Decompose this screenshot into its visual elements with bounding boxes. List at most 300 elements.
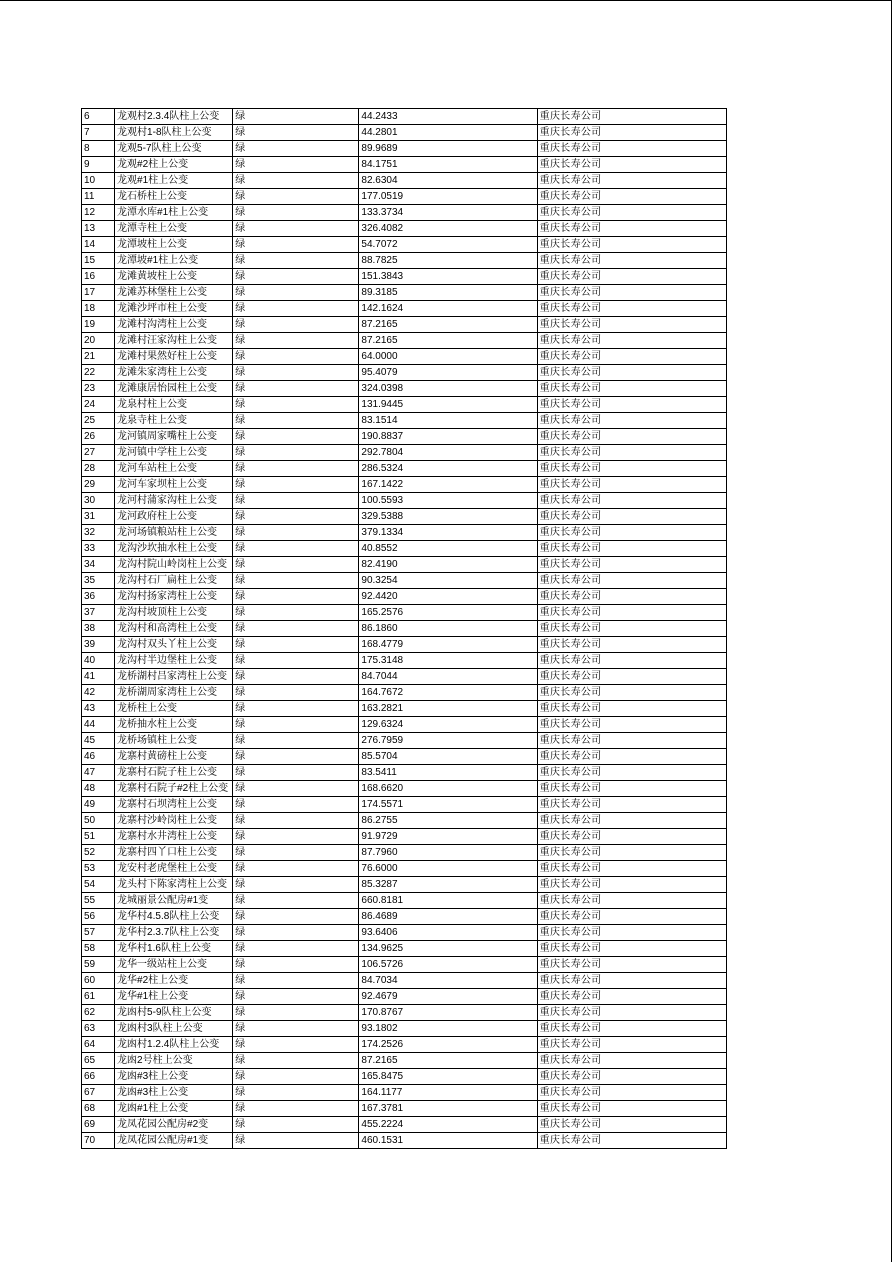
cell-company: 重庆长寿公司	[537, 621, 726, 637]
cell-row-number: 55	[82, 893, 115, 909]
cell-row-number: 42	[82, 685, 115, 701]
cell-company: 重庆长寿公司	[537, 157, 726, 173]
table-row	[82, 573, 727, 589]
cell-value: 660.8181	[359, 893, 537, 909]
cell-company: 重庆长寿公司	[537, 749, 726, 765]
cell-status-color: 绿	[233, 1037, 359, 1053]
cell-status-color: 绿	[233, 109, 359, 125]
table-row	[82, 1069, 727, 1085]
cell-company: 重庆长寿公司	[537, 1021, 726, 1037]
cell-status-color: 绿	[233, 861, 359, 877]
cell-company: 重庆长寿公司	[537, 877, 726, 893]
cell-row-number: 11	[82, 189, 115, 205]
table-row	[82, 653, 727, 669]
cell-value: 165.8475	[359, 1069, 537, 1085]
cell-value: 460.1531	[359, 1133, 537, 1149]
cell-status-color: 绿	[233, 685, 359, 701]
cell-row-number: 38	[82, 621, 115, 637]
cell-transformer-name: 龙沟村坡顶柱上公变	[115, 605, 233, 621]
cell-company: 重庆长寿公司	[537, 493, 726, 509]
cell-transformer-name: 龙桥湖村吕家湾柱上公变	[115, 669, 233, 685]
cell-status-color: 绿	[233, 557, 359, 573]
cell-transformer-name: 龙华村1.6队柱上公变	[115, 941, 233, 957]
cell-value: 168.6620	[359, 781, 537, 797]
table-row	[82, 925, 727, 941]
cell-status-color: 绿	[233, 221, 359, 237]
cell-value: 133.3734	[359, 205, 537, 221]
cell-value: 276.7959	[359, 733, 537, 749]
cell-transformer-name: 龙沟村半边堡柱上公变	[115, 653, 233, 669]
cell-company: 重庆长寿公司	[537, 381, 726, 397]
cell-row-number: 28	[82, 461, 115, 477]
cell-company: 重庆长寿公司	[537, 669, 726, 685]
cell-value: 167.3781	[359, 1101, 537, 1117]
cell-status-color: 绿	[233, 477, 359, 493]
cell-status-color: 绿	[233, 141, 359, 157]
table-row	[82, 701, 727, 717]
cell-company: 重庆长寿公司	[537, 141, 726, 157]
cell-value: 92.4679	[359, 989, 537, 1005]
cell-transformer-name: 龙寨村水井湾柱上公变	[115, 829, 233, 845]
cell-transformer-name: 龙城丽景公配房#1变	[115, 893, 233, 909]
cell-transformer-name: 龙观#1柱上公变	[115, 173, 233, 189]
cell-row-number: 27	[82, 445, 115, 461]
cell-value: 90.3254	[359, 573, 537, 589]
cell-row-number: 57	[82, 925, 115, 941]
cell-transformer-name: 龙寨村石院子柱上公变	[115, 765, 233, 781]
cell-company: 重庆长寿公司	[537, 397, 726, 413]
cell-company: 重庆长寿公司	[537, 349, 726, 365]
cell-status-color: 绿	[233, 813, 359, 829]
table-row	[82, 845, 727, 861]
cell-status-color: 绿	[233, 957, 359, 973]
cell-status-color: 绿	[233, 509, 359, 525]
cell-row-number: 8	[82, 141, 115, 157]
table-row	[82, 365, 727, 381]
cell-value: 84.1751	[359, 157, 537, 173]
cell-status-color: 绿	[233, 733, 359, 749]
cell-status-color: 绿	[233, 189, 359, 205]
cell-status-color: 绿	[233, 845, 359, 861]
cell-value: 174.2526	[359, 1037, 537, 1053]
cell-row-number: 9	[82, 157, 115, 173]
cell-row-number: 10	[82, 173, 115, 189]
cell-company: 重庆长寿公司	[537, 589, 726, 605]
cell-value: 142.1624	[359, 301, 537, 317]
table-row	[82, 717, 727, 733]
table-row	[82, 109, 727, 125]
cell-row-number: 41	[82, 669, 115, 685]
cell-transformer-name: 龙凼村3队柱上公变	[115, 1021, 233, 1037]
cell-row-number: 20	[82, 333, 115, 349]
cell-company: 重庆长寿公司	[537, 189, 726, 205]
cell-value: 82.4190	[359, 557, 537, 573]
cell-row-number: 23	[82, 381, 115, 397]
cell-status-color: 绿	[233, 797, 359, 813]
cell-value: 170.8767	[359, 1005, 537, 1021]
cell-company: 重庆长寿公司	[537, 797, 726, 813]
cell-transformer-name: 龙泉寺柱上公变	[115, 413, 233, 429]
cell-value: 92.4420	[359, 589, 537, 605]
cell-company: 重庆长寿公司	[537, 1005, 726, 1021]
cell-transformer-name: 龙华村4.5.8队柱上公变	[115, 909, 233, 925]
cell-transformer-name: 龙桥柱上公变	[115, 701, 233, 717]
cell-transformer-name: 龙桥抽水柱上公变	[115, 717, 233, 733]
cell-row-number: 25	[82, 413, 115, 429]
cell-status-color: 绿	[233, 605, 359, 621]
table-row	[82, 1101, 727, 1117]
cell-company: 重庆长寿公司	[537, 109, 726, 125]
cell-status-color: 绿	[233, 333, 359, 349]
cell-row-number: 17	[82, 285, 115, 301]
cell-row-number: 19	[82, 317, 115, 333]
cell-row-number: 15	[82, 253, 115, 269]
cell-company: 重庆长寿公司	[537, 973, 726, 989]
cell-transformer-name: 龙凤花园公配房#2变	[115, 1117, 233, 1133]
table-row	[82, 797, 727, 813]
cell-value: 44.2433	[359, 109, 537, 125]
cell-transformer-name: 龙沟沙坎抽水柱上公变	[115, 541, 233, 557]
cell-value: 44.2801	[359, 125, 537, 141]
cell-row-number: 70	[82, 1133, 115, 1149]
cell-transformer-name: 龙寨村石院子#2柱上公变	[115, 781, 233, 797]
cell-row-number: 45	[82, 733, 115, 749]
cell-transformer-name: 龙滩村沟湾柱上公变	[115, 317, 233, 333]
cell-value: 91.9729	[359, 829, 537, 845]
table-row	[82, 733, 727, 749]
cell-company: 重庆长寿公司	[537, 333, 726, 349]
cell-transformer-name: 龙桥场镇柱上公变	[115, 733, 233, 749]
cell-status-color: 绿	[233, 989, 359, 1005]
table-row	[82, 621, 727, 637]
cell-company: 重庆长寿公司	[537, 909, 726, 925]
cell-status-color: 绿	[233, 765, 359, 781]
cell-transformer-name: 龙滩村汪家沟柱上公变	[115, 333, 233, 349]
cell-row-number: 26	[82, 429, 115, 445]
cell-value: 168.4779	[359, 637, 537, 653]
cell-row-number: 29	[82, 477, 115, 493]
cell-status-color: 绿	[233, 269, 359, 285]
table-row	[82, 765, 727, 781]
cell-status-color: 绿	[233, 445, 359, 461]
table-row	[82, 237, 727, 253]
cell-value: 89.3185	[359, 285, 537, 301]
table-row	[82, 205, 727, 221]
cell-status-color: 绿	[233, 1021, 359, 1037]
cell-company: 重庆长寿公司	[537, 317, 726, 333]
cell-row-number: 64	[82, 1037, 115, 1053]
cell-row-number: 46	[82, 749, 115, 765]
cell-company: 重庆长寿公司	[537, 1037, 726, 1053]
table-body	[82, 109, 727, 1149]
cell-status-color: 绿	[233, 589, 359, 605]
cell-transformer-name: 龙石桥柱上公变	[115, 189, 233, 205]
cell-company: 重庆长寿公司	[537, 685, 726, 701]
cell-row-number: 61	[82, 989, 115, 1005]
cell-row-number: 62	[82, 1005, 115, 1021]
cell-transformer-name: 龙沟村石厂扁柱上公变	[115, 573, 233, 589]
cell-status-color: 绿	[233, 893, 359, 909]
cell-company: 重庆长寿公司	[537, 941, 726, 957]
cell-transformer-name: 龙华#1柱上公变	[115, 989, 233, 1005]
cell-transformer-name: 龙河场镇粮站柱上公变	[115, 525, 233, 541]
cell-company: 重庆长寿公司	[537, 989, 726, 1005]
cell-transformer-name: 龙沟村和高湾柱上公变	[115, 621, 233, 637]
cell-value: 165.2576	[359, 605, 537, 621]
cell-value: 131.9445	[359, 397, 537, 413]
cell-status-color: 绿	[233, 653, 359, 669]
cell-row-number: 63	[82, 1021, 115, 1037]
table-row	[82, 477, 727, 493]
cell-transformer-name: 龙头村下陈家湾柱上公变	[115, 877, 233, 893]
table-row	[82, 525, 727, 541]
table-row	[82, 813, 727, 829]
cell-value: 324.0398	[359, 381, 537, 397]
cell-value: 292.7804	[359, 445, 537, 461]
table-row	[82, 189, 727, 205]
cell-transformer-name: 龙河镇周家嘴柱上公变	[115, 429, 233, 445]
cell-company: 重庆长寿公司	[537, 1101, 726, 1117]
table-row	[82, 1005, 727, 1021]
cell-transformer-name: 龙桥湖周家湾柱上公变	[115, 685, 233, 701]
cell-row-number: 60	[82, 973, 115, 989]
table-row	[82, 637, 727, 653]
cell-transformer-name: 龙寨村沙岭岗柱上公变	[115, 813, 233, 829]
cell-transformer-name: 龙观5-7队柱上公变	[115, 141, 233, 157]
cell-value: 286.5324	[359, 461, 537, 477]
cell-company: 重庆长寿公司	[537, 829, 726, 845]
cell-status-color: 绿	[233, 397, 359, 413]
cell-row-number: 12	[82, 205, 115, 221]
cell-value: 87.2165	[359, 333, 537, 349]
cell-row-number: 22	[82, 365, 115, 381]
cell-status-color: 绿	[233, 749, 359, 765]
cell-row-number: 52	[82, 845, 115, 861]
table-row	[82, 829, 727, 845]
cell-row-number: 68	[82, 1101, 115, 1117]
cell-transformer-name: 龙滩康居怡园柱上公变	[115, 381, 233, 397]
cell-transformer-name: 龙凼#1柱上公变	[115, 1101, 233, 1117]
cell-value: 93.6406	[359, 925, 537, 941]
cell-value: 329.5388	[359, 509, 537, 525]
table-row	[82, 397, 727, 413]
cell-row-number: 36	[82, 589, 115, 605]
table-row	[82, 269, 727, 285]
cell-row-number: 6	[82, 109, 115, 125]
cell-company: 重庆长寿公司	[537, 221, 726, 237]
table-row	[82, 989, 727, 1005]
table-row	[82, 413, 727, 429]
cell-value: 129.6324	[359, 717, 537, 733]
cell-company: 重庆长寿公司	[537, 1133, 726, 1149]
cell-transformer-name: 龙潭水库#1柱上公变	[115, 205, 233, 221]
cell-row-number: 13	[82, 221, 115, 237]
cell-row-number: 21	[82, 349, 115, 365]
cell-status-color: 绿	[233, 1069, 359, 1085]
cell-status-color: 绿	[233, 877, 359, 893]
cell-row-number: 44	[82, 717, 115, 733]
cell-company: 重庆长寿公司	[537, 1053, 726, 1069]
table-row	[82, 685, 727, 701]
cell-value: 379.1334	[359, 525, 537, 541]
cell-value: 64.0000	[359, 349, 537, 365]
cell-row-number: 16	[82, 269, 115, 285]
table-row	[82, 557, 727, 573]
cell-row-number: 50	[82, 813, 115, 829]
cell-status-color: 绿	[233, 349, 359, 365]
cell-value: 190.8837	[359, 429, 537, 445]
cell-transformer-name: 龙河镇中学柱上公变	[115, 445, 233, 461]
table-row	[82, 349, 727, 365]
cell-transformer-name: 龙滩村果然好柱上公变	[115, 349, 233, 365]
cell-status-color: 绿	[233, 525, 359, 541]
cell-status-color: 绿	[233, 925, 359, 941]
cell-status-color: 绿	[233, 253, 359, 269]
cell-row-number: 49	[82, 797, 115, 813]
cell-status-color: 绿	[233, 205, 359, 221]
cell-transformer-name: 龙凼2号柱上公变	[115, 1053, 233, 1069]
cell-value: 88.7825	[359, 253, 537, 269]
cell-value: 85.3287	[359, 877, 537, 893]
cell-value: 106.5726	[359, 957, 537, 973]
cell-status-color: 绿	[233, 429, 359, 445]
cell-transformer-name: 龙安村老虎堡柱上公变	[115, 861, 233, 877]
cell-row-number: 47	[82, 765, 115, 781]
cell-company: 重庆长寿公司	[537, 637, 726, 653]
cell-row-number: 59	[82, 957, 115, 973]
cell-row-number: 40	[82, 653, 115, 669]
cell-status-color: 绿	[233, 125, 359, 141]
cell-value: 86.4689	[359, 909, 537, 925]
cell-company: 重庆长寿公司	[537, 557, 726, 573]
cell-status-color: 绿	[233, 941, 359, 957]
cell-value: 326.4082	[359, 221, 537, 237]
cell-status-color: 绿	[233, 493, 359, 509]
table-row	[82, 157, 727, 173]
cell-company: 重庆长寿公司	[537, 765, 726, 781]
cell-transformer-name: 龙滩沙坪市柱上公变	[115, 301, 233, 317]
cell-transformer-name: 龙河车家坝柱上公变	[115, 477, 233, 493]
cell-value: 134.9625	[359, 941, 537, 957]
table-row	[82, 301, 727, 317]
cell-row-number: 14	[82, 237, 115, 253]
cell-company: 重庆长寿公司	[537, 1069, 726, 1085]
cell-value: 164.1177	[359, 1085, 537, 1101]
cell-status-color: 绿	[233, 365, 359, 381]
table-row	[82, 749, 727, 765]
cell-company: 重庆长寿公司	[537, 173, 726, 189]
cell-transformer-name: 龙观村1-8队柱上公变	[115, 125, 233, 141]
cell-status-color: 绿	[233, 413, 359, 429]
cell-status-color: 绿	[233, 717, 359, 733]
cell-company: 重庆长寿公司	[537, 925, 726, 941]
cell-company: 重庆长寿公司	[537, 413, 726, 429]
table-row	[82, 1053, 727, 1069]
cell-company: 重庆长寿公司	[537, 781, 726, 797]
cell-value: 174.5571	[359, 797, 537, 813]
cell-transformer-name: 龙寨村黄磅柱上公变	[115, 749, 233, 765]
table-row	[82, 173, 727, 189]
table-row	[82, 973, 727, 989]
table-row	[82, 1117, 727, 1133]
table-row	[82, 1037, 727, 1053]
cell-company: 重庆长寿公司	[537, 813, 726, 829]
cell-company: 重庆长寿公司	[537, 845, 726, 861]
cell-row-number: 67	[82, 1085, 115, 1101]
table-row	[82, 461, 727, 477]
cell-row-number: 30	[82, 493, 115, 509]
cell-status-color: 绿	[233, 157, 359, 173]
cell-company: 重庆长寿公司	[537, 365, 726, 381]
cell-company: 重庆长寿公司	[537, 701, 726, 717]
cell-value: 83.1514	[359, 413, 537, 429]
table-row	[82, 1133, 727, 1149]
cell-transformer-name: 龙华一级站柱上公变	[115, 957, 233, 973]
cell-row-number: 69	[82, 1117, 115, 1133]
cell-value: 151.3843	[359, 269, 537, 285]
cell-company: 重庆长寿公司	[537, 653, 726, 669]
cell-transformer-name: 龙潭坡柱上公变	[115, 237, 233, 253]
cell-company: 重庆长寿公司	[537, 541, 726, 557]
cell-company: 重庆长寿公司	[537, 445, 726, 461]
cell-value: 177.0519	[359, 189, 537, 205]
table-row	[82, 909, 727, 925]
cell-value: 175.3148	[359, 653, 537, 669]
cell-transformer-name: 龙沟村院山岭岗柱上公变	[115, 557, 233, 573]
cell-value: 87.7960	[359, 845, 537, 861]
table-row	[82, 781, 727, 797]
cell-value: 87.2165	[359, 1053, 537, 1069]
cell-status-color: 绿	[233, 381, 359, 397]
cell-status-color: 绿	[233, 1085, 359, 1101]
cell-row-number: 54	[82, 877, 115, 893]
table-row	[82, 381, 727, 397]
cell-row-number: 39	[82, 637, 115, 653]
cell-value: 40.8552	[359, 541, 537, 557]
cell-company: 重庆长寿公司	[537, 429, 726, 445]
cell-company: 重庆长寿公司	[537, 733, 726, 749]
table-row	[82, 541, 727, 557]
cell-transformer-name: 龙凼#3柱上公变	[115, 1069, 233, 1085]
table-row	[82, 125, 727, 141]
cell-transformer-name: 龙泉村柱上公变	[115, 397, 233, 413]
cell-value: 164.7672	[359, 685, 537, 701]
table-row	[82, 669, 727, 685]
cell-transformer-name: 龙河政府柱上公变	[115, 509, 233, 525]
cell-company: 重庆长寿公司	[537, 573, 726, 589]
cell-status-color: 绿	[233, 237, 359, 253]
cell-transformer-name: 龙河车站柱上公变	[115, 461, 233, 477]
cell-transformer-name: 龙凼#3柱上公变	[115, 1085, 233, 1101]
cell-row-number: 65	[82, 1053, 115, 1069]
cell-status-color: 绿	[233, 701, 359, 717]
cell-row-number: 48	[82, 781, 115, 797]
cell-status-color: 绿	[233, 637, 359, 653]
cell-status-color: 绿	[233, 621, 359, 637]
cell-row-number: 18	[82, 301, 115, 317]
table-row	[82, 253, 727, 269]
cell-value: 93.1802	[359, 1021, 537, 1037]
cell-transformer-name: 龙沟村扬家湾柱上公变	[115, 589, 233, 605]
cell-row-number: 31	[82, 509, 115, 525]
table-row	[82, 605, 727, 621]
cell-company: 重庆长寿公司	[537, 1085, 726, 1101]
cell-transformer-name: 龙华村2.3.7队柱上公变	[115, 925, 233, 941]
cell-row-number: 37	[82, 605, 115, 621]
cell-transformer-name: 龙华#2柱上公变	[115, 973, 233, 989]
cell-value: 85.5704	[359, 749, 537, 765]
cell-transformer-name: 龙凤花园公配房#1变	[115, 1133, 233, 1149]
